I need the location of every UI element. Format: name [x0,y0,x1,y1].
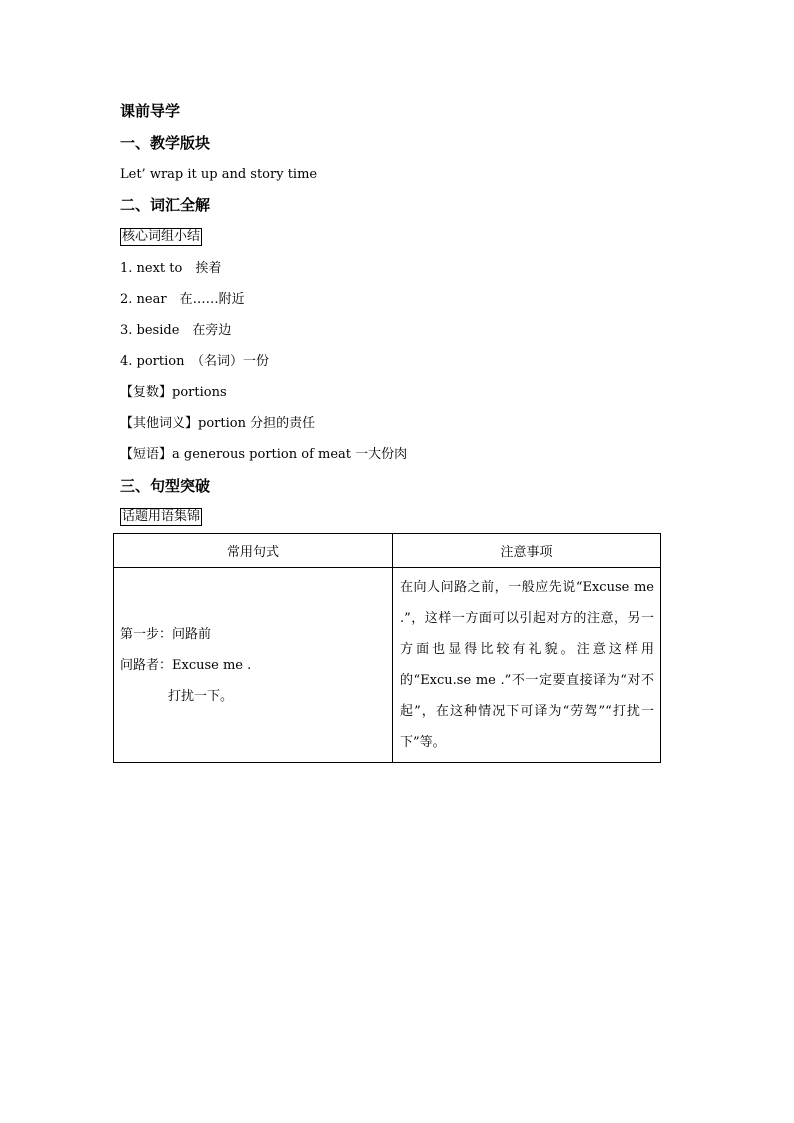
section-3-heading: 三、句型突破 [120,477,211,495]
sentence-box-label: 话题用语集锦 [122,509,201,524]
sentence-table [113,533,661,763]
vocab-other-meaning: 【其他词义】portion 分担的责任 [120,416,316,431]
vocab-item: 1. next to 挨着 [120,261,222,276]
section-1-text: Let’ wrap it up and story time [120,167,318,182]
notes-cell: 在向人问路之前，一般应先说“Excuse me .”，这样一方面可以引起对方的注意，另一方面也显得比较有礼貌。注意这样用的“Excu.se me .”不一定要直接译为“对不起”，在这种情况下可译为“劳驾”“打扰一下”等。 [393,568,661,763]
pattern-sentence: 问路者：Excuse me . [120,657,252,673]
patterns-cell [114,568,393,763]
pattern-translation: 打扰一下。 [168,688,234,704]
pattern-step: 第一步：问路前 [120,626,212,642]
vocab-box-label: 核心词组小结 [122,229,201,244]
vocab-phrase: 【短语】a generous portion of meat 一大份肉 [120,447,408,462]
vocab-item: 2. near 在……附近 [120,292,245,307]
section-1-heading: 一、教学版块 [120,134,211,152]
vocab-item: 3. beside 在旁边 [120,323,232,338]
vocab-item: 4. portion （名词）一份 [120,354,269,369]
table-header-notes: 注意事项 [393,534,661,568]
table-header-patterns: 常用句式 [114,534,393,568]
page-title: 课前导学 [120,102,181,120]
vocab-plural: 【复数】portions [120,385,227,400]
section-2-heading: 二、词汇全解 [120,196,211,214]
